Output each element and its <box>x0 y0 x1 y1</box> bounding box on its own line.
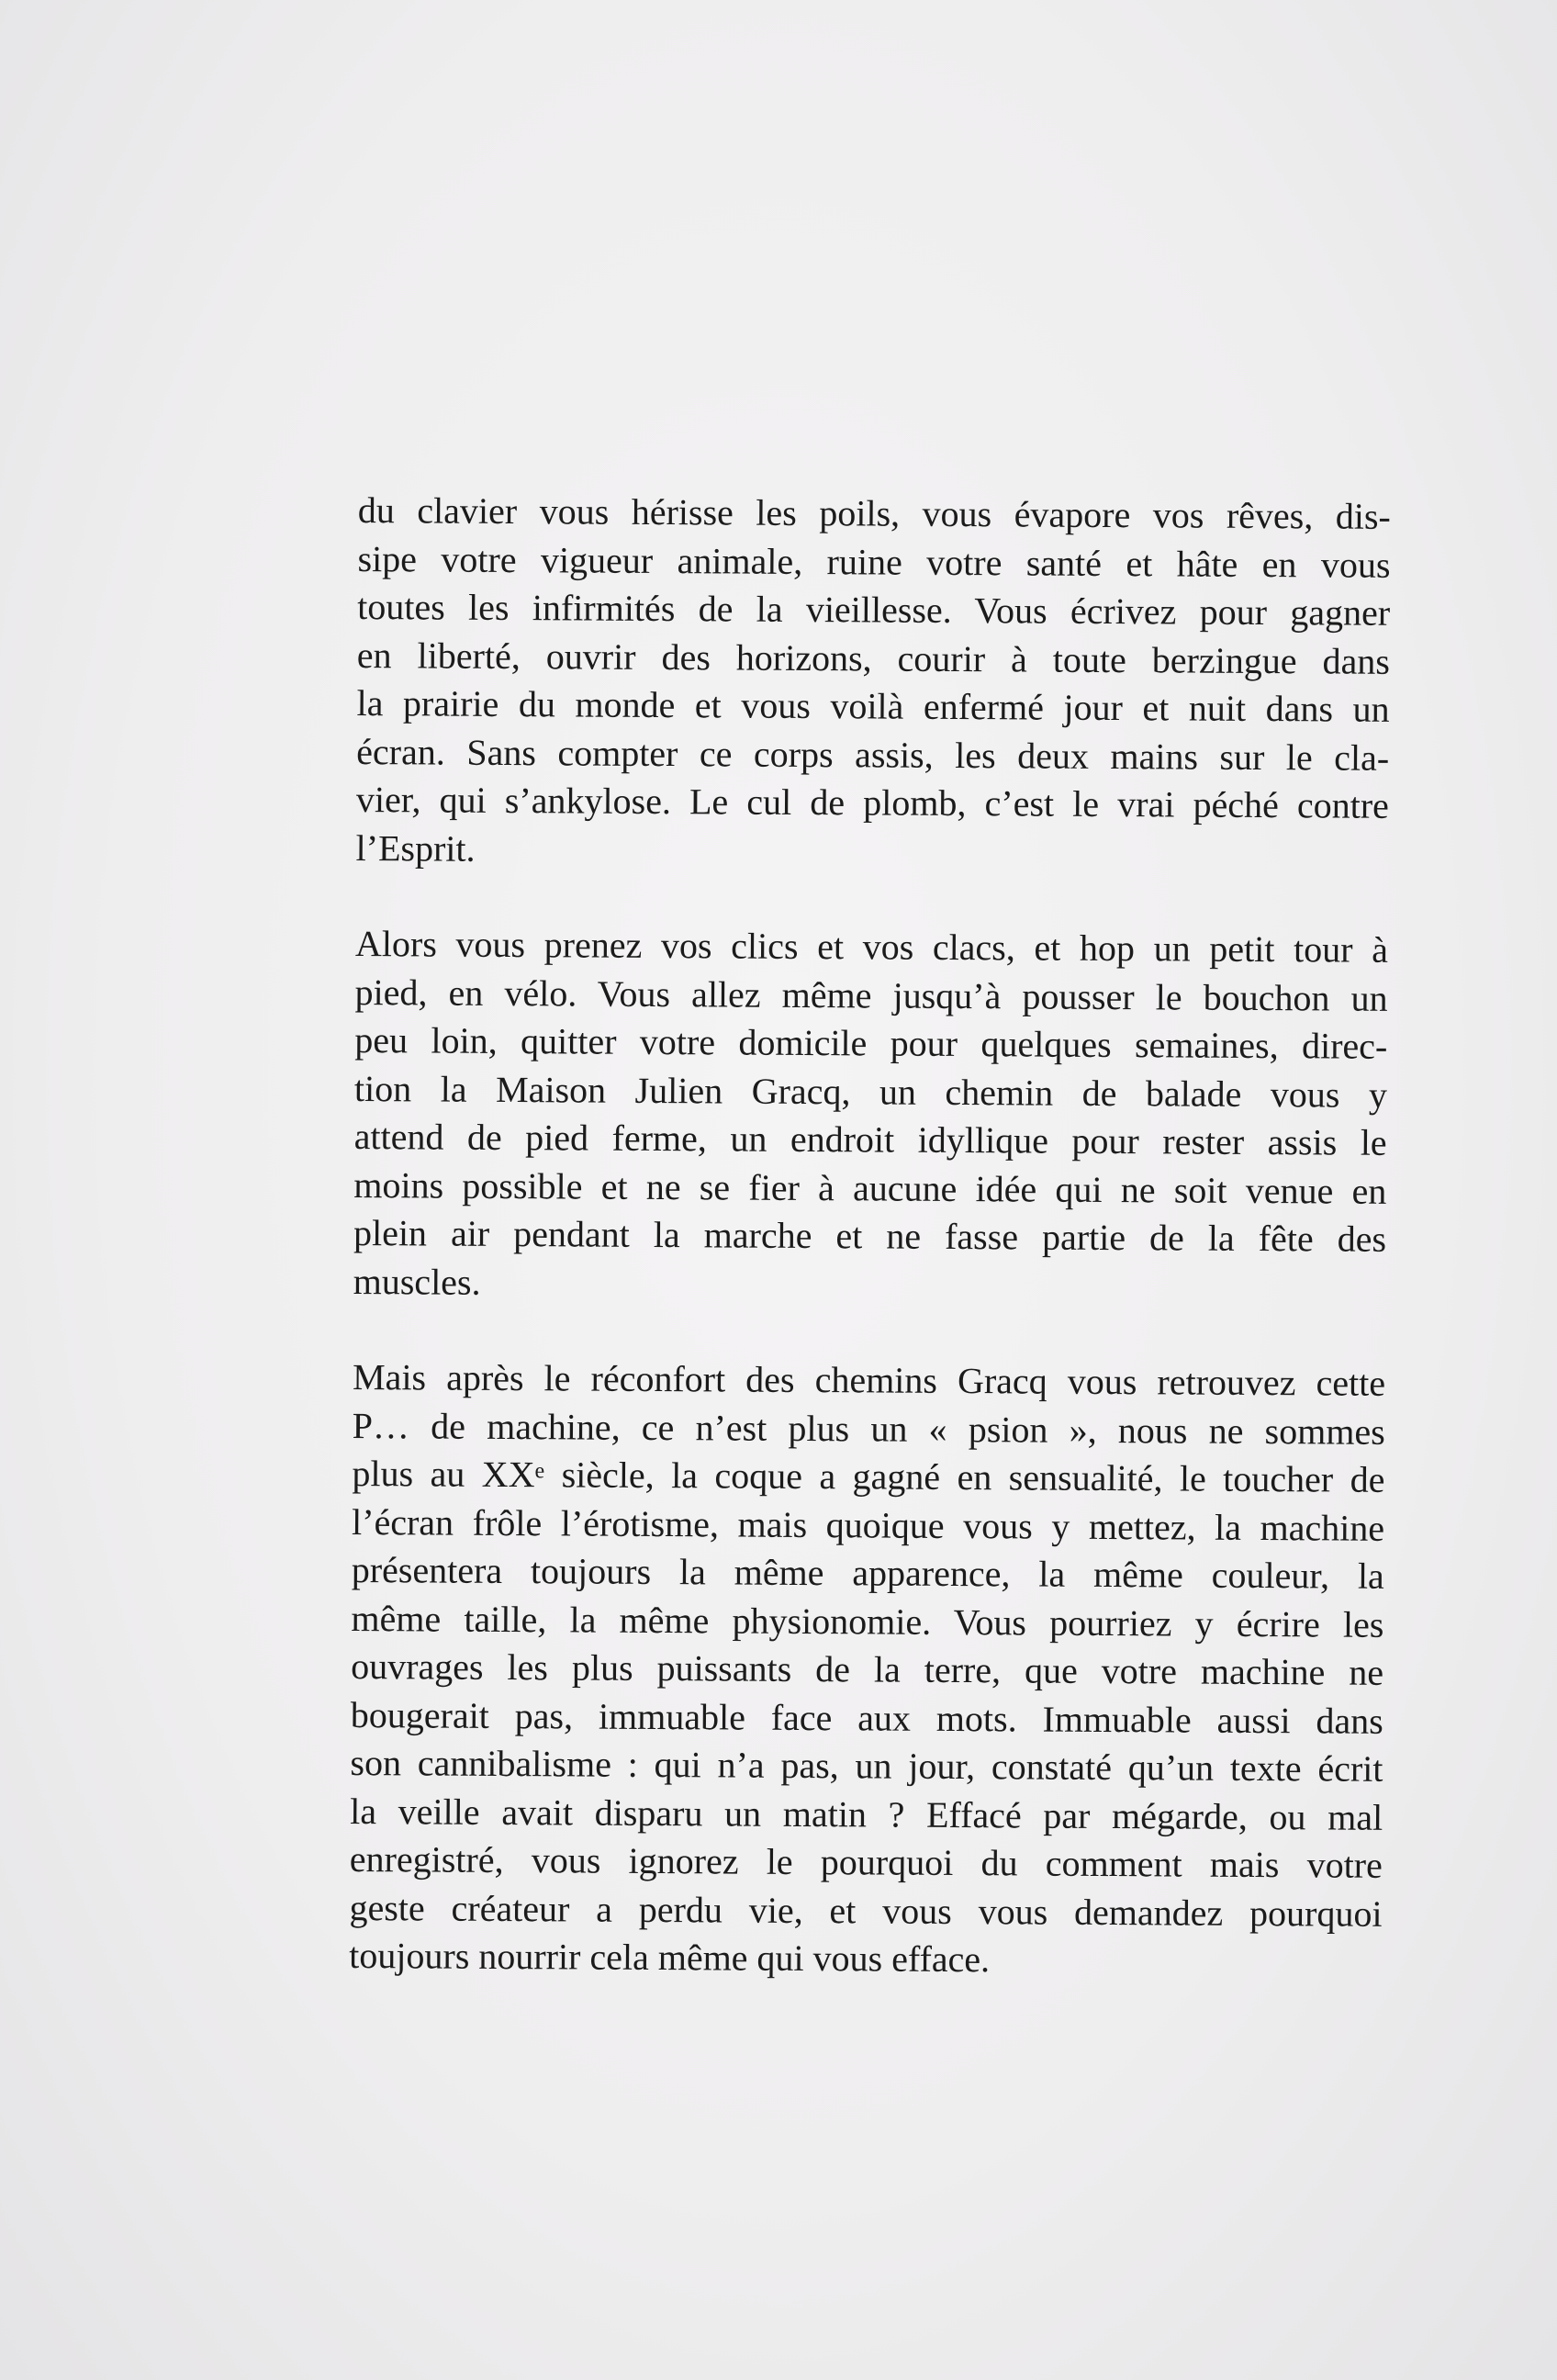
paragraph-1 <box>355 487 1391 879</box>
text-line: enregistré, vous ignorez le pourquoi du comment mais votre <box>349 1837 1383 1886</box>
text-line: plein air pendant la marche et ne fasse partie de la fête des <box>353 1211 1387 1260</box>
text-line: Alors vous prenez vos clics et vos clacs, et hop un petit tour à <box>354 922 1389 971</box>
text-line: pied, en vélo. Vous allez même jusqu’à pousser le bouchon un <box>354 971 1388 1019</box>
text-line: en liberté, ouvrir des horizons, courir à toute berzingue dans <box>356 634 1390 682</box>
text-line: P… de machine, ce n’est plus un « psion », nous ne sommes <box>352 1404 1385 1453</box>
text-line: bougerait pas, immuable face aux mots. Immuable aussi dans <box>350 1693 1383 1742</box>
text-line: toutes les infirmités de la vieillesse. Vous écrivez pour gagner <box>357 585 1391 634</box>
text-line: la veille avait disparu un matin ? Effacé par mégarde, ou mal <box>350 1790 1383 1838</box>
text-line-with-superscript <box>352 1450 1384 1504</box>
text-line: tion la Maison Julien Gracq, un chemin de balade vous y <box>353 1067 1388 1116</box>
paragraph-3 <box>349 1353 1385 1986</box>
text-line: geste créateur a perdu vie, et vous vous demandez pourquoi <box>349 1886 1383 1935</box>
text-line: toujours nourrir cela même qui vous efface. <box>349 1934 991 1981</box>
text-line: sipe votre vigueur animale, ruine votre santé et hâte en vous <box>357 537 1391 586</box>
text-line: son cannibalisme : qui n’a pas, un jour, constaté qu’un texte écrit <box>350 1741 1383 1790</box>
text-line: attend de pied ferme, un endroit idyllique pour rester assis le <box>353 1115 1387 1163</box>
text-segment: plus au XX <box>352 1452 535 1496</box>
text-line: l’Esprit. <box>355 826 476 870</box>
text-line: du clavier vous hérisse les poils, vous évapore vos rêves, dis- <box>357 488 1391 537</box>
text-line: vier, qui s’ankylose. Le cul de plomb, c’est le vrai péché contre <box>355 778 1390 826</box>
text-line: même taille, la même physionomie. Vous pourriez y écrire les <box>351 1597 1384 1645</box>
text-line: l’écran frôle l’érotisme, mais quoique vous y mettez, la machine <box>351 1500 1385 1549</box>
text-line: ouvrages les plus puissants de la terre, que votre machine ne <box>351 1645 1384 1693</box>
text-line: peu loin, quitter votre domicile pour quelques semaines, direc- <box>354 1018 1388 1067</box>
text-segment: siècle, la coque a gagné en sensualité, le toucher de <box>544 1454 1385 1500</box>
text-line: moins possible et ne se fier à aucune idée qui ne soit venue en <box>353 1163 1387 1212</box>
text-line: la prairie du monde et vous voilà enfermé jour et nuit dans un <box>356 681 1390 730</box>
text-line: muscles. <box>353 1260 481 1303</box>
paragraph-2 <box>353 920 1389 1312</box>
superscript: e <box>534 1459 545 1484</box>
text-line: écran. Sans compter ce corps assis, les deux mains sur le cla- <box>356 730 1390 779</box>
text-line: présentera toujours la même apparence, la même couleur, la <box>351 1548 1384 1597</box>
body-text <box>349 487 1391 2034</box>
text-line: Mais après le réconfort des chemins Gracq vous retrouvez cette <box>352 1355 1386 1404</box>
